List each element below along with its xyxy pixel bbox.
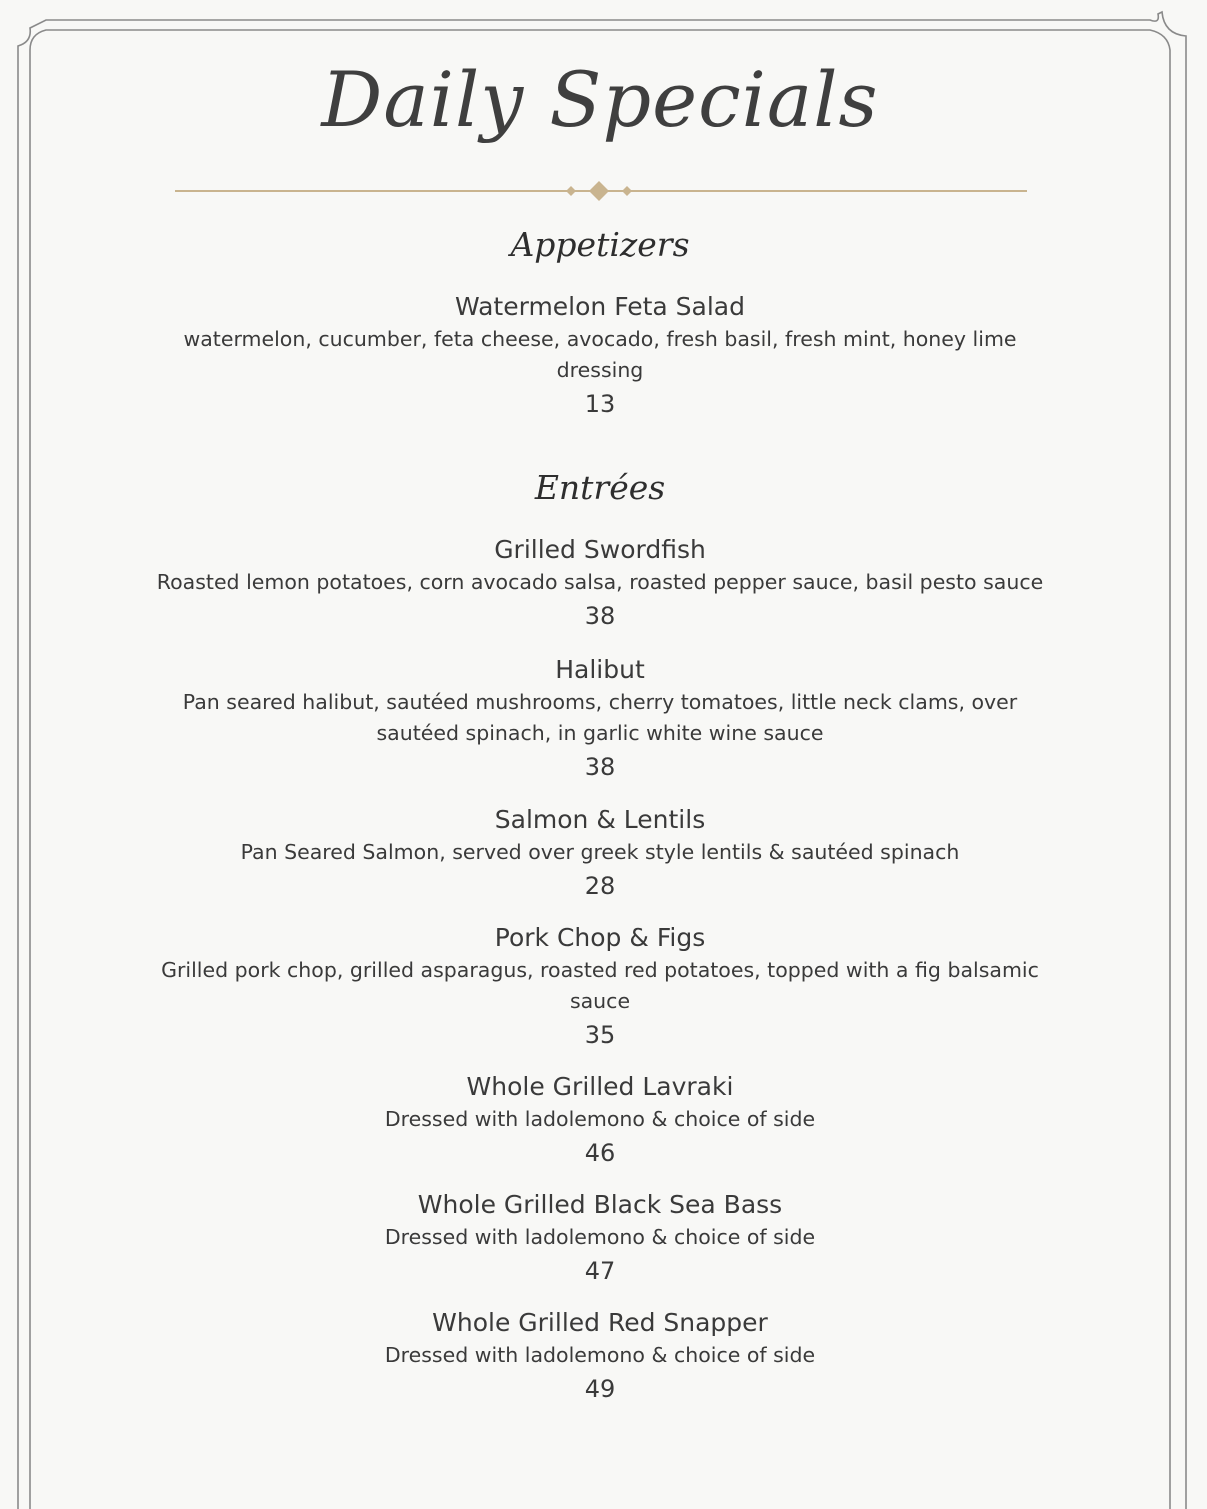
item-description: Dressed with ladolemono & choice of side: [384, 1343, 816, 1367]
menu-item: [120, 292, 1080, 419]
item-price: 13: [584, 390, 616, 418]
menu-item: [120, 1190, 1080, 1286]
item-price: 28: [584, 872, 616, 900]
item-description: watermelon, cucumber, feta cheese, avocado, fresh basil, fresh mint, honey lime dressing: [183, 327, 1017, 382]
menu-item: [120, 535, 1080, 631]
section-heading-appetizers: Appetizers: [510, 225, 690, 264]
menu-item: [120, 805, 1080, 901]
item-name: Pork Chop & Figs: [494, 923, 706, 952]
item-name: Whole Grilled Red Snapper: [432, 1308, 768, 1337]
item-price: 38: [584, 602, 616, 630]
item-price: 35: [584, 1021, 616, 1049]
item-name: Grilled Swordfish: [494, 535, 706, 564]
item-price: 49: [584, 1375, 616, 1403]
item-name: Whole Grilled Lavraki: [466, 1072, 734, 1101]
item-description: Pan Seared Salmon, served over greek style lentils & sautéed spinach: [240, 840, 960, 864]
item-description: Dressed with ladolemono & choice of side: [384, 1107, 816, 1131]
item-price: 46: [584, 1139, 616, 1167]
item-price: 47: [584, 1257, 616, 1285]
section-heading-entrees: Entrées: [534, 468, 666, 507]
menu-item: [120, 1072, 1080, 1168]
item-description: Roasted lemon potatoes, corn avocado salsa, roasted pepper sauce, basil pesto sauce: [156, 570, 1044, 594]
item-name: Halibut: [555, 655, 645, 684]
item-name: Whole Grilled Black Sea Bass: [417, 1190, 783, 1219]
menu-item: [120, 923, 1080, 1050]
ornamental-divider: [175, 180, 1027, 208]
item-price: 38: [584, 753, 616, 781]
item-description: Dressed with ladolemono & choice of side: [384, 1225, 816, 1249]
menu-item: [120, 1308, 1080, 1404]
page-title: Daily Specials: [321, 55, 879, 144]
item-description: Grilled pork chop, grilled asparagus, roasted red potatoes, topped with a fig balsamic sauce: [161, 958, 1039, 1013]
item-name: Salmon & Lentils: [494, 805, 706, 834]
item-name: Watermelon Feta Salad: [454, 292, 745, 321]
menu-item: [120, 655, 1080, 782]
item-description: Pan seared halibut, sautéed mushrooms, cherry tomatoes, little neck clams, over sautéed spinach, in garlic white wine sauce: [182, 690, 1018, 745]
